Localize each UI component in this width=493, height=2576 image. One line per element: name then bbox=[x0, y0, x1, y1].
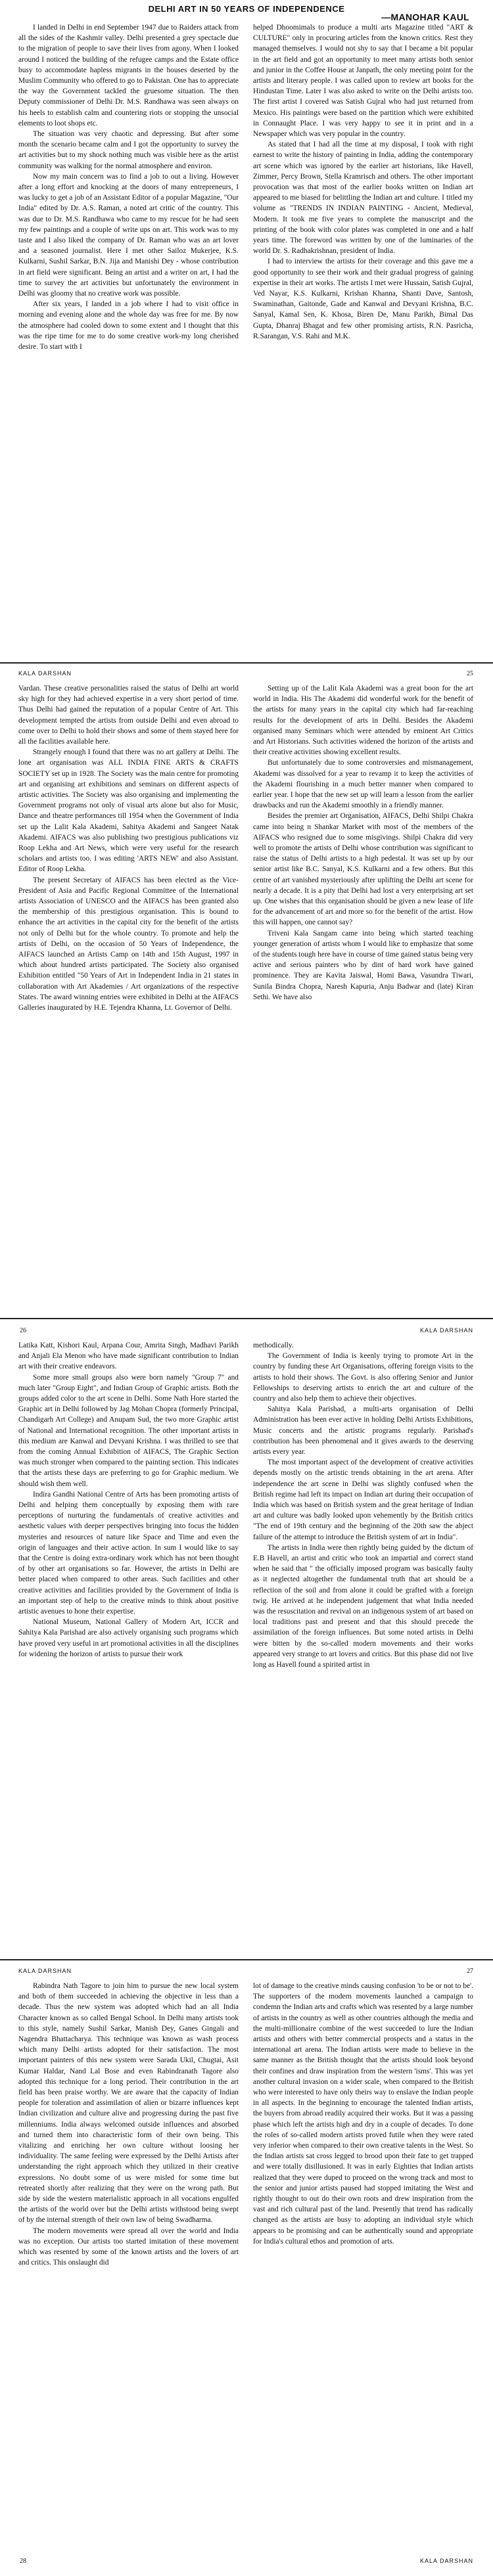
page-3 bbox=[0, 1321, 493, 1961]
paragraph: Triveni Kala Sangam came into being which started teaching younger generation of artists whom I would like to emphasize that some of the students tough here have in course of time gained status being very active and serious painters who by dint of hard work have gained prominence. They are Kavita Jaiswal, Homi Bawa, Vasundra Tiwari, Sunila Bindra Chopra, Naresh Kapuria, Anju Badwar and (late) Kiran Sethi. We have also bbox=[253, 929, 473, 1001]
page-divider bbox=[0, 1318, 493, 1319]
page-1-right-column bbox=[253, 22, 473, 342]
paragraph: I had to interview the artists for their coverage and this gave me a good opportunity to see their work and their gradual progress of gaining expertise in their art works. The artists I met were Hussain, Satish Gujral, Ved Nayar, K.S. Kulkarni, Krishan Khanna, Shanti Dave, Santosh, Swaminathan, Gaitonde, Gade and Kanwal and Devyani Krishna, B.C. Sanyal, Kamal Sen, K. Khosa, Biren De, Manu Parikh, Bimal Das Gupta, Dhanraj Bhagat and few other promising artists, R.N. Pasricha, R.Sarangan, V.S. Rahi and M.K. bbox=[253, 258, 473, 340]
paragraph: National Museum, National Gallery of Modern Art, ICCR and Sahitya Kala Parishad are also actively organising such programs which have proved very useful in art promotional activities in all the disciplines for widening the horizon of artists to pursue their work bbox=[18, 1618, 239, 1658]
page-number: 25 bbox=[467, 670, 473, 677]
paragraph: I landed in Delhi in end September 1947 due to Raiders attack from all the sides of the Kashmir valley. Delhi presented a grey spectacle due to the migration of people to save their lives from agony. When I looked around I noticed the building of the refugee camps and the Estate office busy to accommodate hapless migrants in the houses deserted by the Muslim Community who offered to go to Pakistan. One has to appreciate the way the Government tackled the gruesome situation. The then Deputy commissioner of Delhi Dr. M.S. Randhawa was seen always on his heels to establish calm and countering riots or stopping the unsocial elements to loot shops etc. bbox=[18, 24, 239, 127]
paragraph: Setting up of the Lalit Kala Akademi was a great boon for the art world in India. His The Akademi did wonderful work for the benefit of the artists for many years in the capital city which had far-reaching results for the development of arts in Delhi. Besides the Akademi organised many Seminars which were attended by eminent Art Critics and Art Historians. Such activities widened the horizon of the artists and their creative activities showing excellent results. bbox=[253, 685, 473, 757]
paragraph: The modern movements were spread all over the world and India was no exception. Our artists too started imitation of these movement which was resented by some of the known artists and the lovers of art and critics. This onslaught did bbox=[18, 2226, 239, 2267]
page-2 bbox=[0, 664, 493, 1321]
page-number: 27 bbox=[467, 1968, 473, 1975]
paragraph: Vardan. These creative personalities raised the status of Delhi art world sky high for they had achieved expertise in a very short period of time. Thus Delhi had gained the reputation of a popular Centre of Art. This development tempted the artists from outside Delhi and even abroad to come over to Delhi to hold their shows and some of them stayed here for all the facilities available here. bbox=[18, 685, 239, 746]
paragraph: The artists in India were then rightly being guided by the dictum of E.B Havell, an artist and critic who took an impartial and correct stand when he said that " the officially imposed program was basically faulty as it neglected altogether the fundamental truth that art should be a reflection of the soil and from alone it could be grafted with a foreign twig. He arrived at he independent judgement that what India needed was the resuscitation and revival on an indigenous system of art based on local traditions past and present and that this should precede the assimilation of the foreign influences. But some noted artists in Delhi were bitten by the so-called modern movements and their works appeared very strange to art lovers and critics. But this phase did not live long as Havell found a spirited artist in bbox=[253, 1543, 473, 1669]
page-4-left-column bbox=[18, 1981, 239, 2268]
page-4-right-column bbox=[253, 1981, 473, 2247]
running-head: KALA DARSHAN bbox=[419, 1327, 473, 1334]
page-1-left-column bbox=[18, 22, 239, 352]
page-2-left-column bbox=[18, 683, 239, 1013]
running-head: KALA DARSHAN bbox=[18, 670, 72, 677]
paragraph: lot of damage to the creative minds causing confusion 'to be or not to be'. The supporters of the modern movements launched a campaign to condemn the Indian arts and crafts which was resented by a large number of artists in the country as well as other countries although the media and the multi-millionaire combine of the west succeeded to lure the Indian artists and others with better commercial prospects and a status in the international art arena. The Indian artists were made to believe in the same manner as the British thought that the artists should look beyond their confines and draw inspiration from the western 'isms'. This was yet another cultural invasion on a wider scale, when compared to the British who were interested to have only theirs way to enslave the Indian people in all aspects. In the beginning to encourage the talented Indian artists, the buyers from abroad readily acquired their works. But it was a passing phase which left the artists high and dry in a couple of decades. To done the roles of so-called modern artists proved futile when they were rated very inferior when compared to their own creative talents in the West. So the Indian artists sat cross legged to brood upon their fate to get trapped and were totally disillusioned. It was in early Eighties that Indian artists realized that they were duped to proceed on the wrong track and most to the senior and junior artists paused had stopped imitating the West and rightly thought to out do their own roots and drew inspiration from the vast and rich cultural past of the land. Presently that trend has radically changed as the artists are busy to adopting an individual style which appears to be promising and can be authentically sound and appropriate for India's cultural ethos and promotion of arts. bbox=[253, 1982, 473, 2246]
paragraph: Some more small groups also were born namely "Group 7" and much later "Group Eight", and Indian Group of Graphic artists. Both the groups added color to the art scene in Delhi. Some Nath Hore started the Graphic art in Delhi followed by Jag Mohan Chopra (formerly Principal, Chandigarh Art College) and Anupam Sud, the two more Graphic artist of National and International recognition. The other important artists in this medium are Kanwal and Devyani Krishna. I was thrilled to see that from the coming Annual Exhibition of AIFACS, The Graphic Section was much stronger when compared to the painting section. This indicates that the artists these days are preferring to go for Graphic medium. We should wish them well. bbox=[18, 1373, 239, 1488]
paragraph: Rabindra Nath Tagore to join him to pursue the new local system and both of them succeeded in achieving the objective in less than a decade. Thus the new system was adopted which had an all India Character known as so called Bengal School. In Delhi many artists took to this style, namely Sushil Sarkar, Manish Dey, Ganes Gingali and Nagendra Bhattacharya. This technique was known as wash process which many Delhi artists adopted for their satisfaction. The most important painters of this new system were Sarada Ukil, Chugtai, Asit Kumar Haldar, Nand Lal Bose and even Rabindranath Tagore also adopted this technique for a long period. Their contribution in the art field has been praise worthy. We are aware that the capacity of Indian people for toleration and assimilation of alien or bizarre influences kept Indian civilization and culture alive and progressing during the past five millenniums. India always welcomed outside influences and absorbed and turned them into characteristic form of their own being. This vitalizing and enriching her own culture without loosing her individuality. The same feeling were expressed by the Delhi Artists after understanding the right approach which they utilized in their creative expressions. No doubt some of us were misled for some time but retreated shortly after realizing that they were on the wrong path. But side by side the western materialistic approach in all vocations engulfed the artists of the world over but the Delhi artists withstood being swept of by the internal strength of their own law of being Swadharma. bbox=[18, 1982, 239, 2225]
paragraph: Latika Katt, Kishori Kaul, Arpana Cour, Amrita Singh, Madhavi Parikh and Anjali Ela Menon who have made significant contribution to Indian art with their creative endeavors. bbox=[18, 1342, 239, 1371]
paragraph: The Government of India is keenly trying to promote Art in the country by funding these Art Organisations, offering foreign visits to the artists to hold their shows. The Govt. is also offering Senior and Junior Fellowships to deserving artists to enrich the art and culture of the country and also help them to achieve their objectives. bbox=[253, 1352, 473, 1403]
paragraph: The situation was very chaotic and depressing. But after some month the scenario became calm and I got the opportunity to survey the art activities but to my shock nothing much was visible here as the artist community was walking for the normal atmosphere and environ. bbox=[18, 130, 239, 170]
page-2-right-column bbox=[253, 683, 473, 1003]
running-head: KALA DARSHAN bbox=[18, 1968, 72, 1974]
page-number: 28 bbox=[20, 2558, 26, 2565]
article-title: DELHI ART IN 50 YEARS OF INDEPENDENCE bbox=[148, 4, 345, 14]
paragraph: Indira Gandhi National Centre of Arts has been promoting artists of Delhi and helping them conceptually by exposing them with rare perceptions of nurturing the fundamentals of creative activities and aesthetic values with deeper perspectives bringing into focus the hidden mysteries and resources of nature like Space and Time and even the origin of languages and their active action. In sum I would like to say that the Centre is doing extra-ordinary work which has not been thought of by other art organisations so far. However, the artists in Delhi are better placed when compared to other areas. Such facilities and other creative activities and facilities provided by the Government of India is an important step of help to the creative minds to think about positive artistic avenues to hone their expertise. bbox=[18, 1490, 239, 1616]
paragraph: Now my main concern was to find a job to out a living. However after a long effort and knocking at the doors of many entrepreneurs, I was lucky to get a job of an Assistant Editor of a popular Magazine, "Our India" edited by Dr. A.S. Raman, a noted art critic of the country. This was due to Dr. M.S. Randhawa who came to my rescue for he had seen my few paintings and a couple of write ups on art. This work was to my taste and I also liked the company of Dr. Raman who was an art lover and a seasoned journalist. Here I met other Sailoz Mukerjee, K.S. Kulkarni, Sushil Sarkar, B.N. Jija and Manishi Dey - whose contribution in art field were significant. Being an artist and a writer on art, I had the time to survey the art activities but unfortunately the environment in Delhi was gloomy that no creative work was possible. bbox=[18, 172, 239, 298]
paragraph: Besides the premier art Organisation, AIFACS, Delhi Shilpi Chakra came into being n Shankar Market with most of the members of the AIFACS who resigned due to some misgivings. Shilpi Chakra did very well to promote the artists of Delhi whose contribution was significant to raise the status of Delhi artists to a high pedestal. It was set up by our senior artist like B.C. Sanyal, K.S. Kulkarni and a few others. But this centre of art vanished mysteriously after uplifting the Delhi art scene for nearly a decade. It is a pity that Delhi had lost a very enterprising art set up. One wishes that this organisation should be given a new lease of life for the advancement of art and more so for the benefit of the artist. How this will happen, one cannot say? bbox=[253, 812, 473, 927]
page-3-right-column bbox=[253, 1340, 473, 1670]
paragraph: But unfortunately due to some controversies and mismanagement, Akademi was dissolved for a year to revamp it to keep the activities of the Akademi flourishing in a much better manner when compared to earlier year. I hope that the new set up will learn a lesson from the earlier drawbacks and run the Akademi smoothly in a friendly manner. bbox=[253, 759, 473, 810]
paragraph: As stated that I had all the time at my disposal, I took with right earnest to write the history of painting in India, adding the contemporary art scene which was ignored by the earlier art historians, like Havell, Zimmer, Percy Brown, Stella Kramrisch and others. The other important provocation was that most of the earlier books written on Indian art appeared to me biased for belittling the Indian art and culture. I titled my volume as "TRENDS IN INDIAN PAINTING - Ancient, Medieval, Modern. It took me five years to complete the manuscript and the printing of the book with color plates was completed in one and a half years time. The foreword was written by one of the luminaries of the world Dr. S. Radhakrishnan, president of India. bbox=[253, 141, 473, 256]
page-4 bbox=[0, 1961, 493, 2576]
page-3-left-column bbox=[18, 1340, 239, 1660]
paragraph: The most important aspect of the development of creative activities depends mostly on the artistic trends obtaining in the art arena. After independence the art scene in Delhi was slightly confused when the British regime had left its impact on Indian art during their occupation of India which was based on British system and the great heritage of Indian art and culture was badly looked upon vehemently by the British critics "The end of 19th century and the beginning of the 20th saw the abject failure of the attempt to introduce the British system of art in India". bbox=[253, 1458, 473, 1541]
paragraph: After six years, I landed in a job where I had to visit office in morning and evening alone and the whole day was free for me. By now the atmosphere had cooled down to some extent and I thought that this was the ripe time for me to do some creative work-my long cherished desire. To start with I bbox=[18, 300, 239, 351]
page-divider bbox=[0, 1959, 493, 1960]
running-head: KALA DARSHAN bbox=[419, 2558, 473, 2564]
paragraph: Sahitya Kala Parishad, a multi-arts organisation of Delhi Administration has been ever active in holding Delhi Artists Exhibitions, Music concerts and the artistic programs regularly. Parishad's contribution has been phenomenal and it gives awards to the deserving artists every year. bbox=[253, 1405, 473, 1457]
paragraph: helped Dhoomimals to produce a multi arts Magazine titled "ART & CULTURE" only in procuring articles from the known critics. Rest they managed themselves. I would not shy to say that I became a bit popular in the art field and got an opportunity to meet many artists both senior and junior in the Coffee House at Janpath, the only meeting point for the artists and literary people. I was called upon to review art books for the Hindustan Time. Later I was also asked to write on the Delhi artists too. The first artist I covered was Satish Gujral who had just returned from Mexico. His paintings were based on the partition which were exhibited in Connaught Place. I was very happy to see it in print and in a Newspaper which was very popular in the country. bbox=[253, 24, 473, 139]
paragraph: Strangely enough I found that there was no art gallery at Delhi. The lone art organisation was ALL INDIA FINE ARTS & CRAFTS SOCIETY set up in 1928. The Society was the main centre for promoting art and organising art exhibitions and seminars on different aspects of artistic activities. The Society was also organising and implementing the Government programs not only of visual arts alone but also for Music, Dance and theatre performances till 1954 when the Government of India set up the Lalit Kala Akademi, Sahitya Akademi and Sangeet Natak Akademi. AIFACS was also publishing two prestigious publications viz Roop Lekha and Art News, which were very useful for the research scholars and artists too. I was editing 'ARTS NEW' and also Assistant. Editor of Roop Lekha. bbox=[18, 748, 239, 874]
page-1 bbox=[0, 0, 493, 664]
paragraph: methodically. bbox=[253, 1342, 294, 1349]
article-author: —MANOHAR KAUL bbox=[381, 12, 469, 22]
page-number: 26 bbox=[20, 1327, 26, 1334]
paragraph: The present Secretary of AIFACS has been elected as the Vice-President of Asia and Pacific Regional Committee of the International artists Association of UNESCO and the AIFACS has been granted also the membership of this prestigious organisation. This is bound to enhance the art activities in the capital city for the benefit of the artists not only of Delhi but for the whole country. To promote and help the artists of Delhi, on the occasion of 50 Years of Independence, the AIFACS launched an Artists Camp on 14th and 15th August, 1997 in which about hundred artists participated. The Society also organised Exhibition entitled "50 Years of Art in Independent India in 21 states in collaboration with Art Akademies / Art organizations of the respective States. The award winning entries were exhibited in Delhi at the AIFACS Galleries inaugurated by H.E. Tejendra Khanna, Lt. Governor of Delhi. bbox=[18, 876, 239, 1012]
